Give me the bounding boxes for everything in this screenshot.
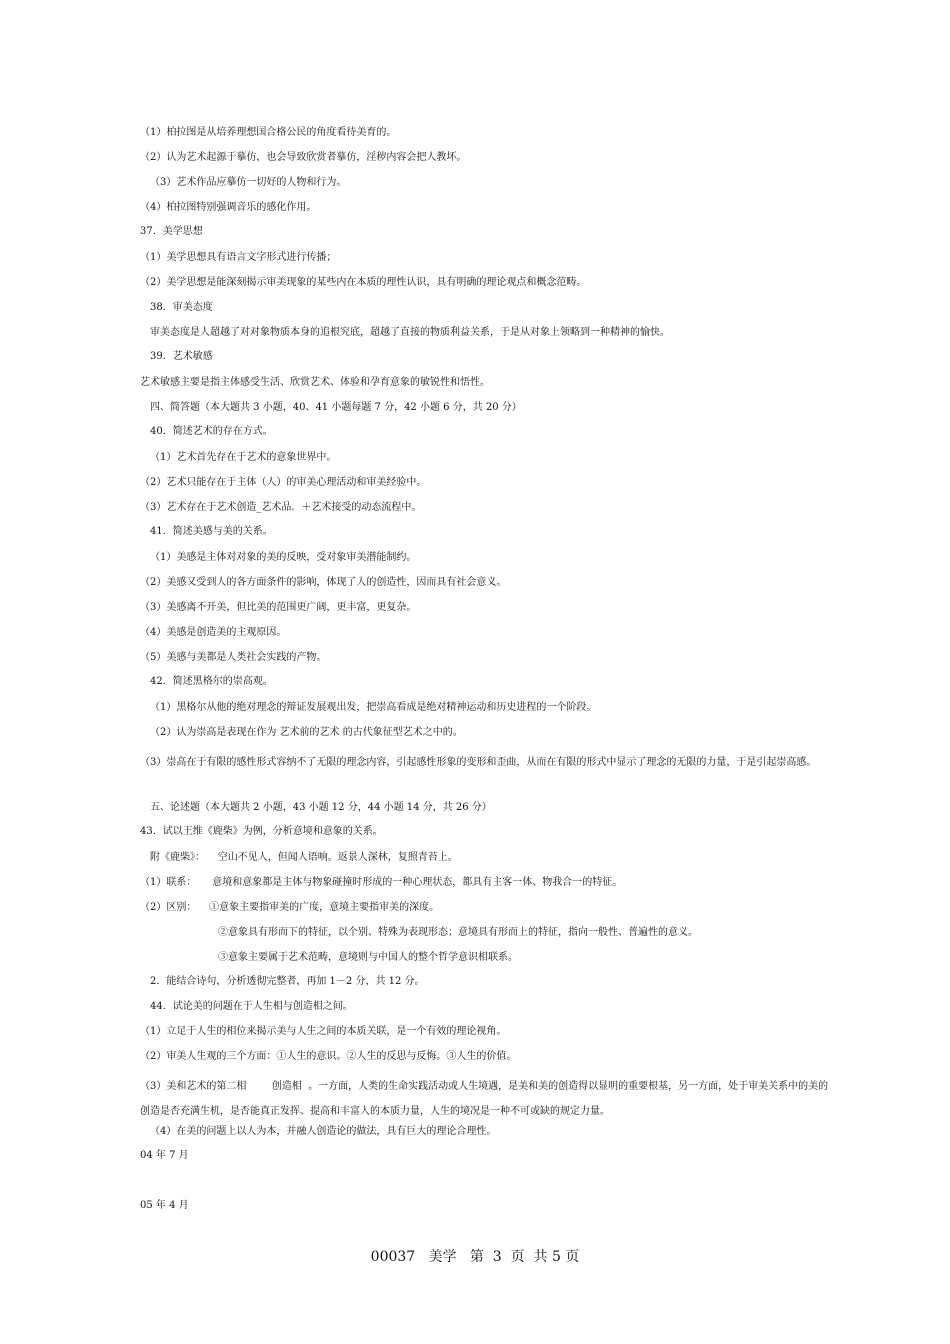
part-heading: 四、简答题（本大题共 3 小题，40、41 小题每题 7 分，42 小题 6 分，共 20 分） — [150, 402, 522, 413]
part-heading: 五、论述题（本大题共 2 小题，43 小题 12 分，44 小题 14 分，共 26 分） — [150, 802, 492, 813]
text-line: （3）美感离不开美，但比美的范围更广阔，更丰富，更复杂。 — [140, 602, 417, 613]
text-line: （4）在美的问题上以人为本，并融人创造论的做法，具有巨大的理论合理性。 — [150, 1126, 497, 1137]
section-heading: 41．简述美感与美的关系。 — [150, 526, 273, 537]
section-heading: 44．试论美的问题在于人生相与创造相之间。 — [150, 1001, 353, 1012]
text-line: （3）艺术存在于艺术创造_艺术品．＋艺术接受的动态流程中。 — [140, 502, 422, 513]
text-line: （1）联系： 意境和意象都是主体与物象碰撞时形成的一种心理状态，都具有主客一体、物我合一的特征。 — [140, 877, 623, 888]
text-line: （4）柏拉图特别强调音乐的感化作用。 — [140, 202, 317, 213]
text-line: ②意象具有形而下的特征，以个别、特殊为表现形态；意境具有形而上的特征，指向一般性、普遍性的意义。 — [218, 927, 698, 938]
date-note: 05 年 4 月 — [140, 1200, 189, 1211]
text-line: （1）立足于人生的相位来揭示美与人生之间的本质关联，是一个有效的理论视角。 — [140, 1026, 507, 1037]
text-paragraph: （3）美和艺术的第二相 创造相 。一方面，人类的生命实践活动或人生境遇，是美和美的创造得以显明的重要根基，另一方面，处于审美关系中的美的创造是否充满生机，是否能真正发挥、提高和丰富人的本质力量，人生的境况是一种不可或缺的规定力量。 — [140, 1081, 829, 1117]
text-line: 审美态度是人超越了对对象物质本身的追根究底，超越了直接的物质利益关系，于是从对象上领略到一种精神的愉快。 — [150, 327, 670, 338]
text-line: （1）黑格尔从他的绝对理念的辩证发展观出发，把崇高看成是绝对精神运动和历史进程的一个阶段。 — [150, 702, 597, 713]
text-line: （2）区别： ①意象主要指审美的广度，意境主要指审美的深度。 — [140, 902, 440, 913]
text-line: 2．能结合诗句，分析透彻完整者，再加 1－2 分，共 12 分。 — [150, 976, 425, 987]
text-line: （2）艺术只能存在于主体（人）的审美心理活动和审美经验中。 — [140, 477, 427, 488]
text-line: （3）艺术作品应摹仿一切好的人物和行为。 — [150, 177, 347, 188]
text-paragraph: （3）崇高在于有限的感性形式容纳不了无限的理念内容，引起感性形象的变形和歪曲，从而在有限的形式中显示了理念的无限的力量，于是引起崇高感。 — [140, 757, 817, 768]
section-heading: 38．审美态度 — [150, 302, 213, 313]
text-line: （1）美学思想具有语言文字形式进行传播； — [140, 252, 337, 263]
text-line: 艺术敏感主要是指主体感受生活、欣赏艺术、体验和孕育意象的敏锐性和悟性。 — [140, 377, 490, 388]
date-note: 04 年 7 月 — [140, 1150, 189, 1161]
text-line: （1）柏拉图是从培养理想国合格公民的角度看待美育的。 — [140, 127, 397, 138]
text-line: （2）美学思想是能深刻揭示审美现象的某些内在本质的理性认识，具有明确的理论观点和概念范畴。 — [140, 277, 587, 288]
page-footer: 00037 美学 第 3 页 共 5 页 — [370, 1249, 580, 1265]
section-heading: 40．简述艺术的存在方式。 — [150, 426, 273, 437]
text-line: （5）美感与美都是人类社会实践的产物。 — [140, 652, 327, 663]
text-line: （2）审美人生观的三个方面：①人生的意识。②人生的反思与反悔。③人生的价值。 — [140, 1051, 517, 1062]
text-line: （2）美感又受到人的各方面条件的影响，体现了人的创造性，因而具有社会意义。 — [140, 577, 507, 588]
text-line: ③意象主要属于艺术范畴，意境则与中国人的整个哲学意识相联系。 — [218, 952, 518, 963]
text-line: （4）美感是创造美的主观原因。 — [140, 627, 287, 638]
section-heading: 39．艺术敏感 — [150, 351, 213, 362]
text-line: （2）认为崇高是表现在作为 艺术前的艺术 的古代象征型艺术之中的。 — [150, 727, 463, 738]
section-heading: 43．试以王维《鹿柴》为例，分析意境和意象的关系。 — [140, 826, 383, 837]
text-line: （1）艺术首先存在于艺术的意象世界中。 — [150, 452, 337, 463]
section-heading: 37．美学思想 — [140, 226, 203, 237]
text-line: （1）美感是主体对对象的美的反映，受对象审美潜能制约。 — [150, 552, 417, 563]
text-line: （2）认为艺术起源于摹仿，也会导致欣赏者摹仿，淫秽内容会把人教坏。 — [140, 152, 467, 163]
section-heading: 42．简述黑格尔的崇高观。 — [150, 676, 273, 687]
text-line: 附《鹿柴》： 空山不见人，但闻人语响。返景人深林，复照青苔上。 — [150, 852, 458, 863]
